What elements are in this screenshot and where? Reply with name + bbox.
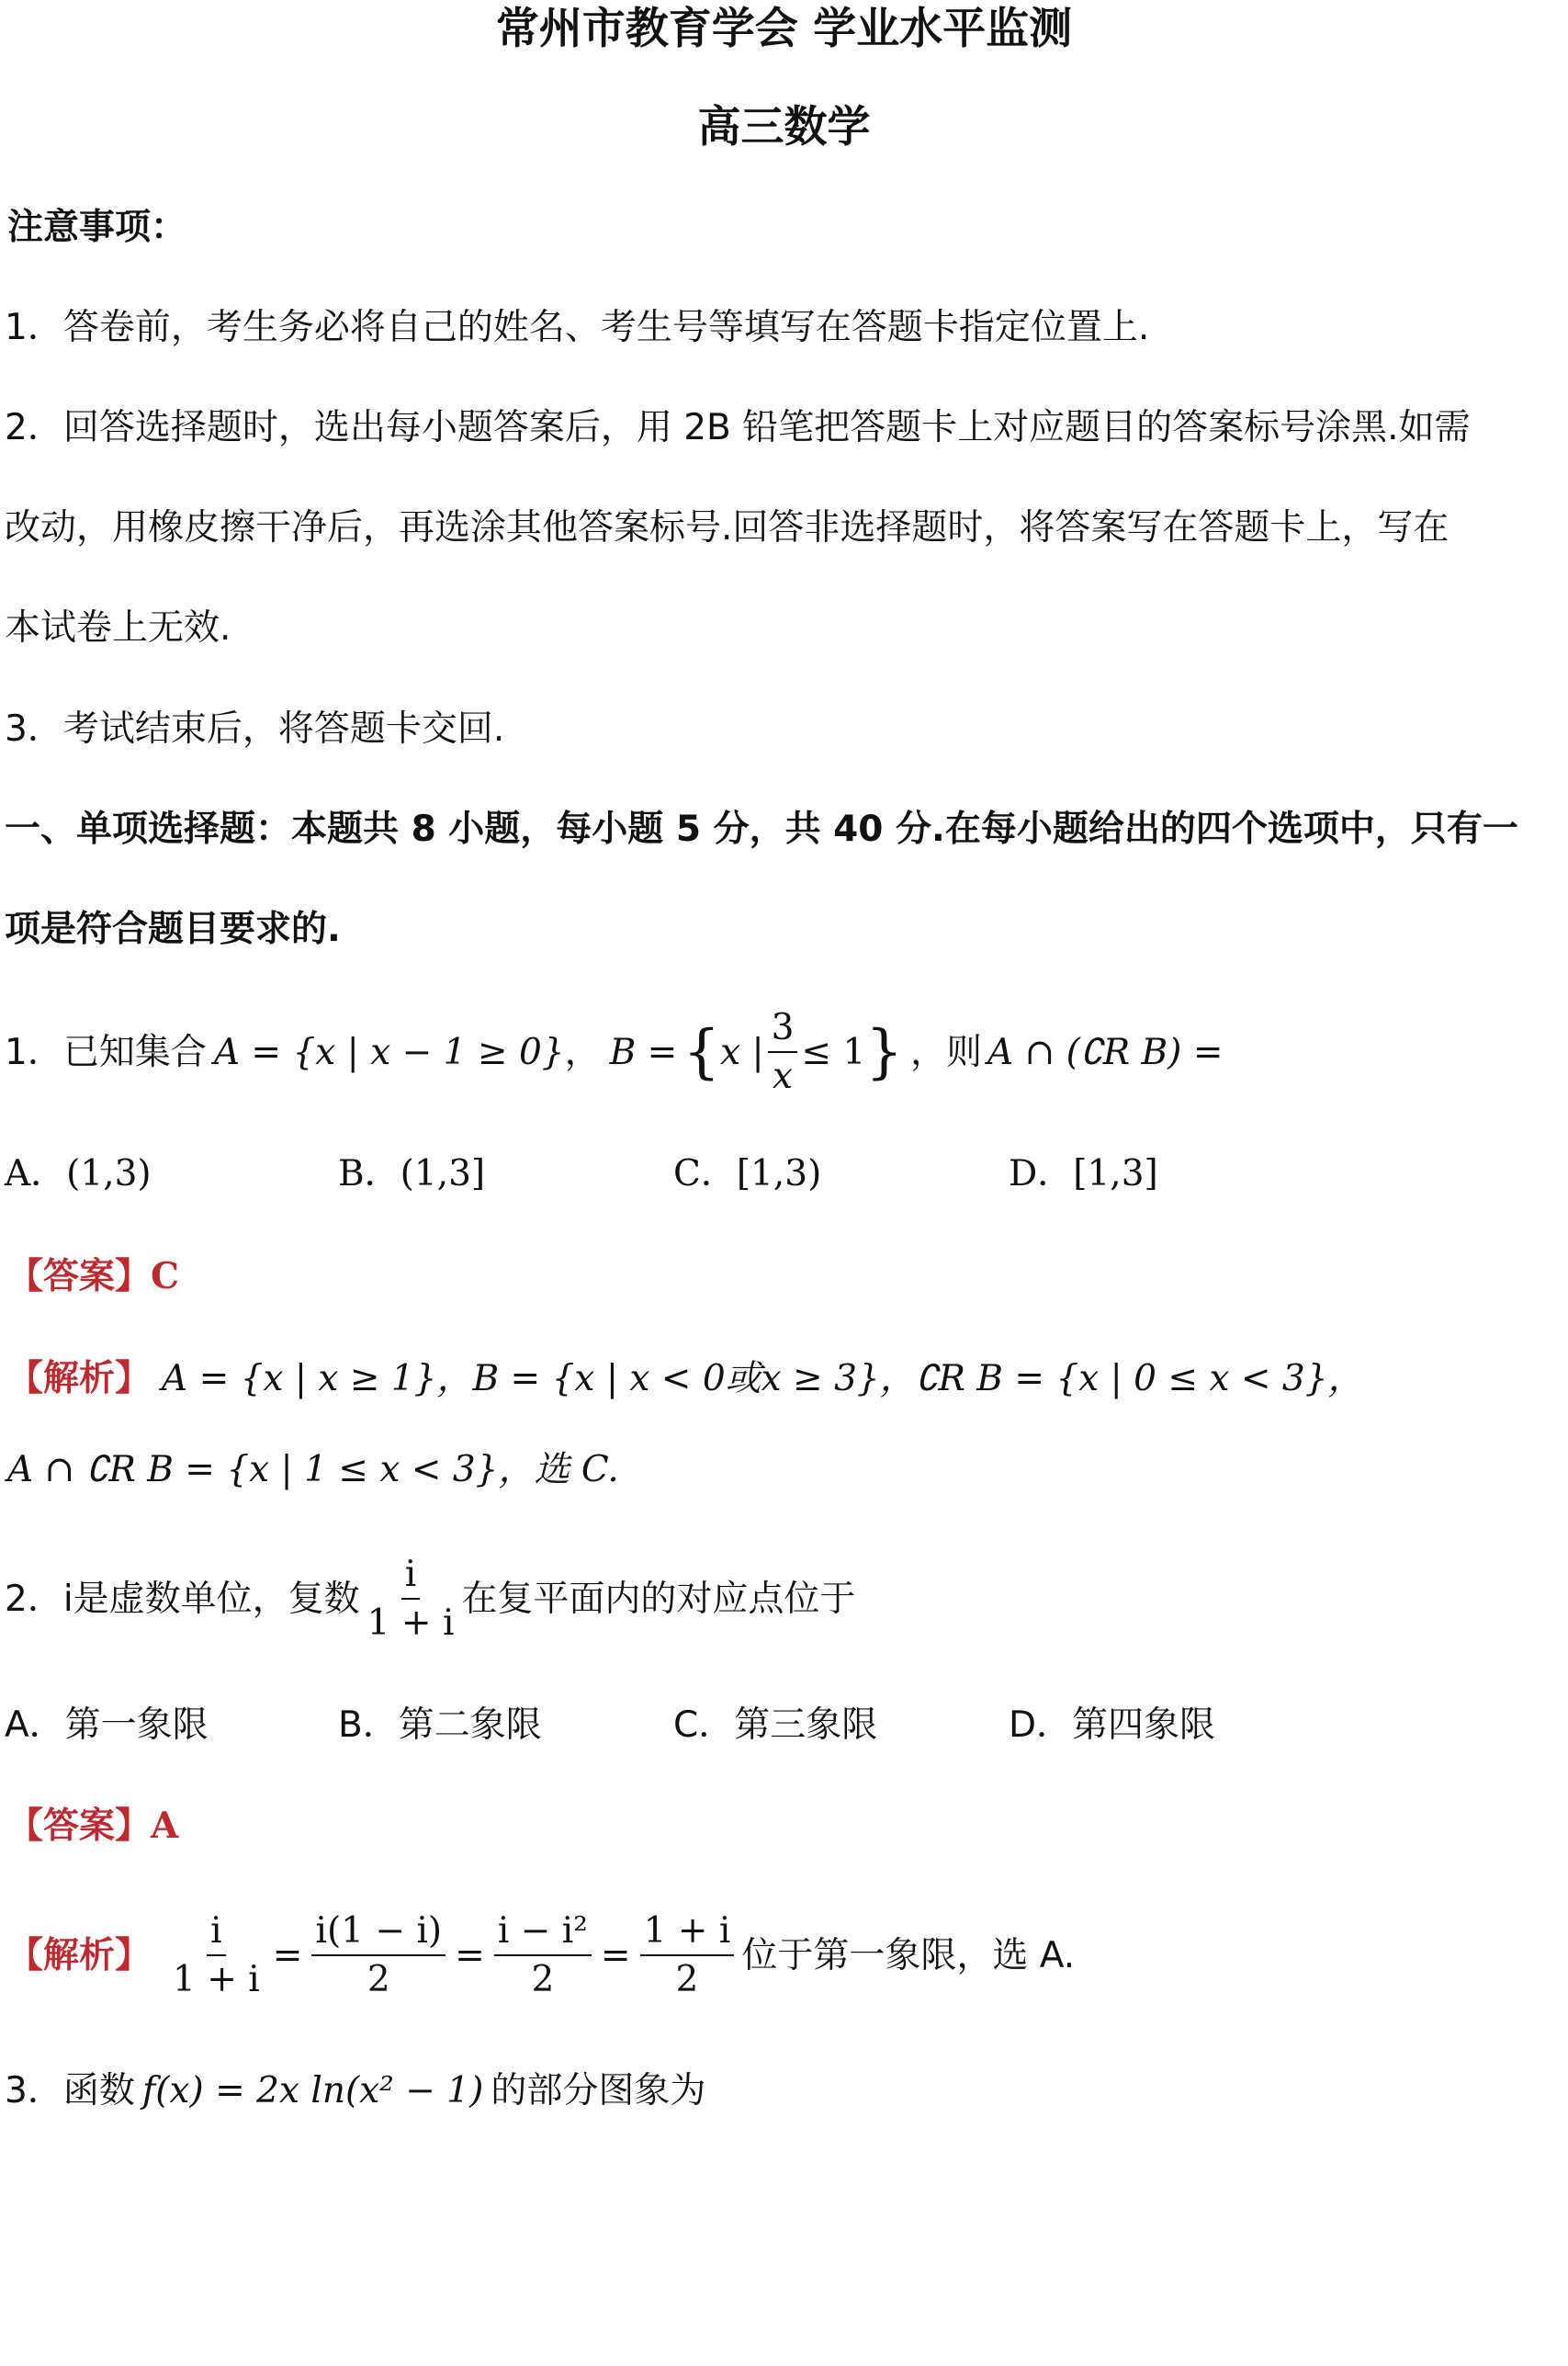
q1-answer: [7, 1255, 180, 1297]
notice-item-2-line1: 2．回答选择题时，选出每小题答案后，用 2B 铅笔把答题卡上对应题目的答案标号涂黑.如需: [5, 407, 1471, 448]
q3-suffix: 的部分图象为: [491, 2069, 706, 2111]
q1-fraction-num: 3: [768, 1010, 798, 1053]
q2-frac1-num: i: [207, 1913, 225, 1956]
q1-option-d: D．[1,3]: [1009, 1153, 1158, 1194]
question-2-stem: [5, 1548, 855, 1649]
notice-item-1: 1．答卷前，考生务必将自己的姓名、考生号等填写在答题卡指定位置上.: [5, 307, 1150, 348]
q2-answer-value: A: [151, 1805, 179, 1847]
q1-analysis-line2: A ∩ ∁R B = {x | 1 ≤ x < 3}，选 C.: [7, 1449, 619, 1490]
q1-option-b: B．(1,3]: [338, 1153, 486, 1194]
q2-answer-label: 【答案】: [7, 1806, 152, 1847]
q2-fraction: [364, 1554, 458, 1644]
q2-frac1-den: 1 + i: [173, 1959, 260, 2000]
q2-frac2-den: 2: [367, 1959, 390, 2000]
q2-analysis-frac1: [169, 1910, 264, 2000]
q1-fraction: [768, 1007, 798, 1097]
exam-title: 常州市教育学会 学业水平监测: [495, 4, 1073, 54]
q2-eq-1: =: [272, 1934, 303, 1976]
q2-analysis-frac2: [311, 1910, 446, 2000]
q2-option-d: D．第四象限: [1009, 1704, 1216, 1746]
q2-eq-2: =: [455, 1934, 485, 1976]
q2-frac3-den: 2: [531, 1959, 555, 2000]
q2-fraction-den: 1 + i: [367, 1602, 455, 1644]
q1-expression: A ∩ (∁R B) =: [987, 1031, 1224, 1073]
q2-option-a: A．第一象限: [5, 1704, 209, 1746]
q1-then: ，则: [910, 1031, 983, 1073]
q1-set-b-mid-right: ≤ 1: [801, 1031, 866, 1073]
q1-separator: ，: [564, 1031, 601, 1073]
q2-suffix: 在复平面内的对应点位于: [461, 1578, 856, 1620]
notice-item-3: 3．考试结束后，将答题卡交回.: [5, 708, 505, 750]
q2-frac4-num: 1 + i: [640, 1913, 735, 1956]
notice-item-2-line3: 本试卷上无效.: [5, 607, 231, 649]
q2-analysis: [7, 1900, 1075, 2010]
q1-answer-label: 【答案】: [7, 1256, 152, 1297]
q1-brace-close: }: [865, 1018, 904, 1086]
q2-frac4-den: 2: [675, 1959, 699, 2000]
q2-fraction-num: i: [401, 1557, 420, 1600]
section-1-heading-line2: 项是符合题目要求的.: [5, 909, 341, 950]
q2-prefix: 2．i是虚数单位，复数: [5, 1578, 360, 1620]
notice-title: 注意事项：: [7, 207, 187, 248]
q2-option-b: B．第二象限: [338, 1704, 542, 1746]
q2-analysis-suffix: 位于第一象限，选 A.: [741, 1934, 1076, 1976]
q1-analysis-label: 【解析】: [7, 1357, 152, 1399]
notice-item-2-line2: 改动，用橡皮擦干净后，再选涂其他答案标号.回答非选择题时，将答案写在答题卡上，写在: [5, 507, 1450, 549]
exam-subject: 高三数学: [697, 102, 871, 153]
section-1-heading-line1: 一、单项选择题：本题共 8 小题，每小题 5 分，共 40 分.在每小题给出的四个选项中，只有一: [5, 809, 1518, 850]
q1-set-b-mid-left: x |: [720, 1031, 764, 1073]
q1-brace-open: {: [682, 1018, 721, 1086]
q2-analysis-label: 【解析】: [7, 1934, 152, 1976]
q1-option-c: C．[1,3): [673, 1153, 822, 1194]
question-1-stem: [5, 997, 1223, 1107]
q2-frac3-num: i − i²: [494, 1913, 592, 1956]
q1-answer-value: C: [151, 1255, 180, 1297]
q1-option-a: A．(1,3): [5, 1153, 152, 1194]
q2-option-c: C．第三象限: [673, 1704, 878, 1746]
q1-set-a: A = {x | x − 1 ≥ 0}: [213, 1031, 565, 1073]
q1-analysis-text1: A = {x | x ≥ 1}，B = {x | x < 0或x ≥ 3}，∁R B = {x | 0 ≤ x < 3}，: [162, 1357, 1364, 1399]
q1-analysis-line1: [7, 1351, 1364, 1406]
question-3-stem: [5, 2063, 705, 2118]
q2-answer: [7, 1805, 179, 1847]
q2-frac2-num: i(1 − i): [311, 1913, 446, 1956]
q3-prefix: 3．函数: [5, 2069, 135, 2111]
q1-fraction-den: x: [773, 1056, 793, 1097]
q2-analysis-frac3: [494, 1910, 592, 2000]
q1-prefix: 1．已知集合: [5, 1031, 207, 1073]
q1-set-b-left: B =: [609, 1031, 678, 1073]
q2-analysis-frac4: [640, 1910, 735, 2000]
q2-eq-3: =: [600, 1934, 631, 1976]
q3-function: f(x) = 2x ln(x² − 1): [141, 2069, 484, 2111]
